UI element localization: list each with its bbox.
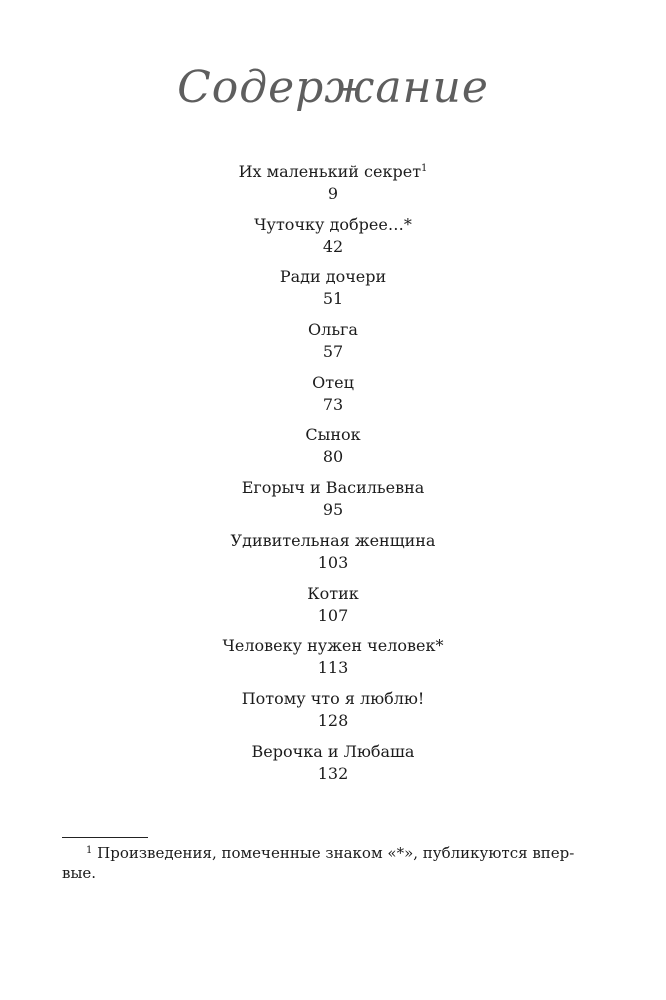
toc-entry bbox=[0, 424, 666, 477]
toc-entry-title: Чуточку добрее…* bbox=[254, 214, 412, 234]
footnote-divider bbox=[62, 837, 148, 838]
toc-entry-title: Потому что я люблю! bbox=[241, 688, 425, 708]
toc-entry-title: Отец bbox=[312, 372, 354, 392]
toc-entry-title: Удивительная женщина bbox=[230, 530, 436, 550]
footnote-line-continuation: вые. bbox=[62, 864, 97, 882]
footnote-reference: 1 bbox=[421, 163, 428, 174]
toc-entry-page: 113 bbox=[317, 658, 349, 678]
page-title: Содержание bbox=[177, 62, 489, 113]
toc-entry bbox=[0, 319, 666, 372]
toc-entry bbox=[0, 688, 666, 741]
toc-entry-page: 51 bbox=[322, 289, 344, 309]
toc-entry bbox=[0, 214, 666, 267]
table-of-contents bbox=[0, 161, 666, 793]
toc-entry bbox=[0, 372, 666, 425]
toc-entry-page: 95 bbox=[322, 500, 344, 520]
toc-entry bbox=[0, 741, 666, 794]
toc-entry-title: Их маленький секрет$^1$ bbox=[238, 162, 428, 181]
toc-entry-page: 9 bbox=[327, 184, 339, 203]
toc-entry bbox=[0, 530, 666, 583]
footnote-marker: 1 bbox=[86, 845, 93, 856]
toc-entry-title: Человеку нужен человек* bbox=[222, 636, 444, 656]
toc-entry-page: 132 bbox=[317, 763, 349, 783]
toc-entry-title: Егорыч и Васильевна bbox=[241, 478, 425, 498]
toc-entry bbox=[0, 583, 666, 636]
toc-entry-page: 57 bbox=[322, 342, 344, 362]
toc-entry-title: Сынок bbox=[305, 425, 361, 445]
toc-entry-title: Ради дочери bbox=[279, 267, 387, 287]
toc-entry-page: 80 bbox=[322, 447, 344, 467]
toc-entry bbox=[0, 161, 666, 214]
footnote-line bbox=[62, 843, 575, 863]
toc-entry bbox=[0, 477, 666, 530]
toc-entry-page: 103 bbox=[317, 552, 349, 572]
toc-entry-page: 128 bbox=[317, 710, 349, 730]
toc-entry-page: 73 bbox=[322, 394, 344, 414]
toc-entry-page: 107 bbox=[317, 605, 349, 625]
toc-entry-title: Верочка и Любаша bbox=[251, 741, 415, 761]
toc-entry bbox=[0, 266, 666, 319]
toc-entry-title: Ольга bbox=[308, 320, 358, 340]
footnote bbox=[62, 843, 575, 883]
toc-entry-title: Котик bbox=[307, 583, 359, 603]
toc-entry bbox=[0, 635, 666, 688]
footnote-text: Произведения, помеченные знаком «*», публикуются впер- bbox=[97, 844, 575, 862]
toc-entry-page: 42 bbox=[322, 236, 344, 256]
